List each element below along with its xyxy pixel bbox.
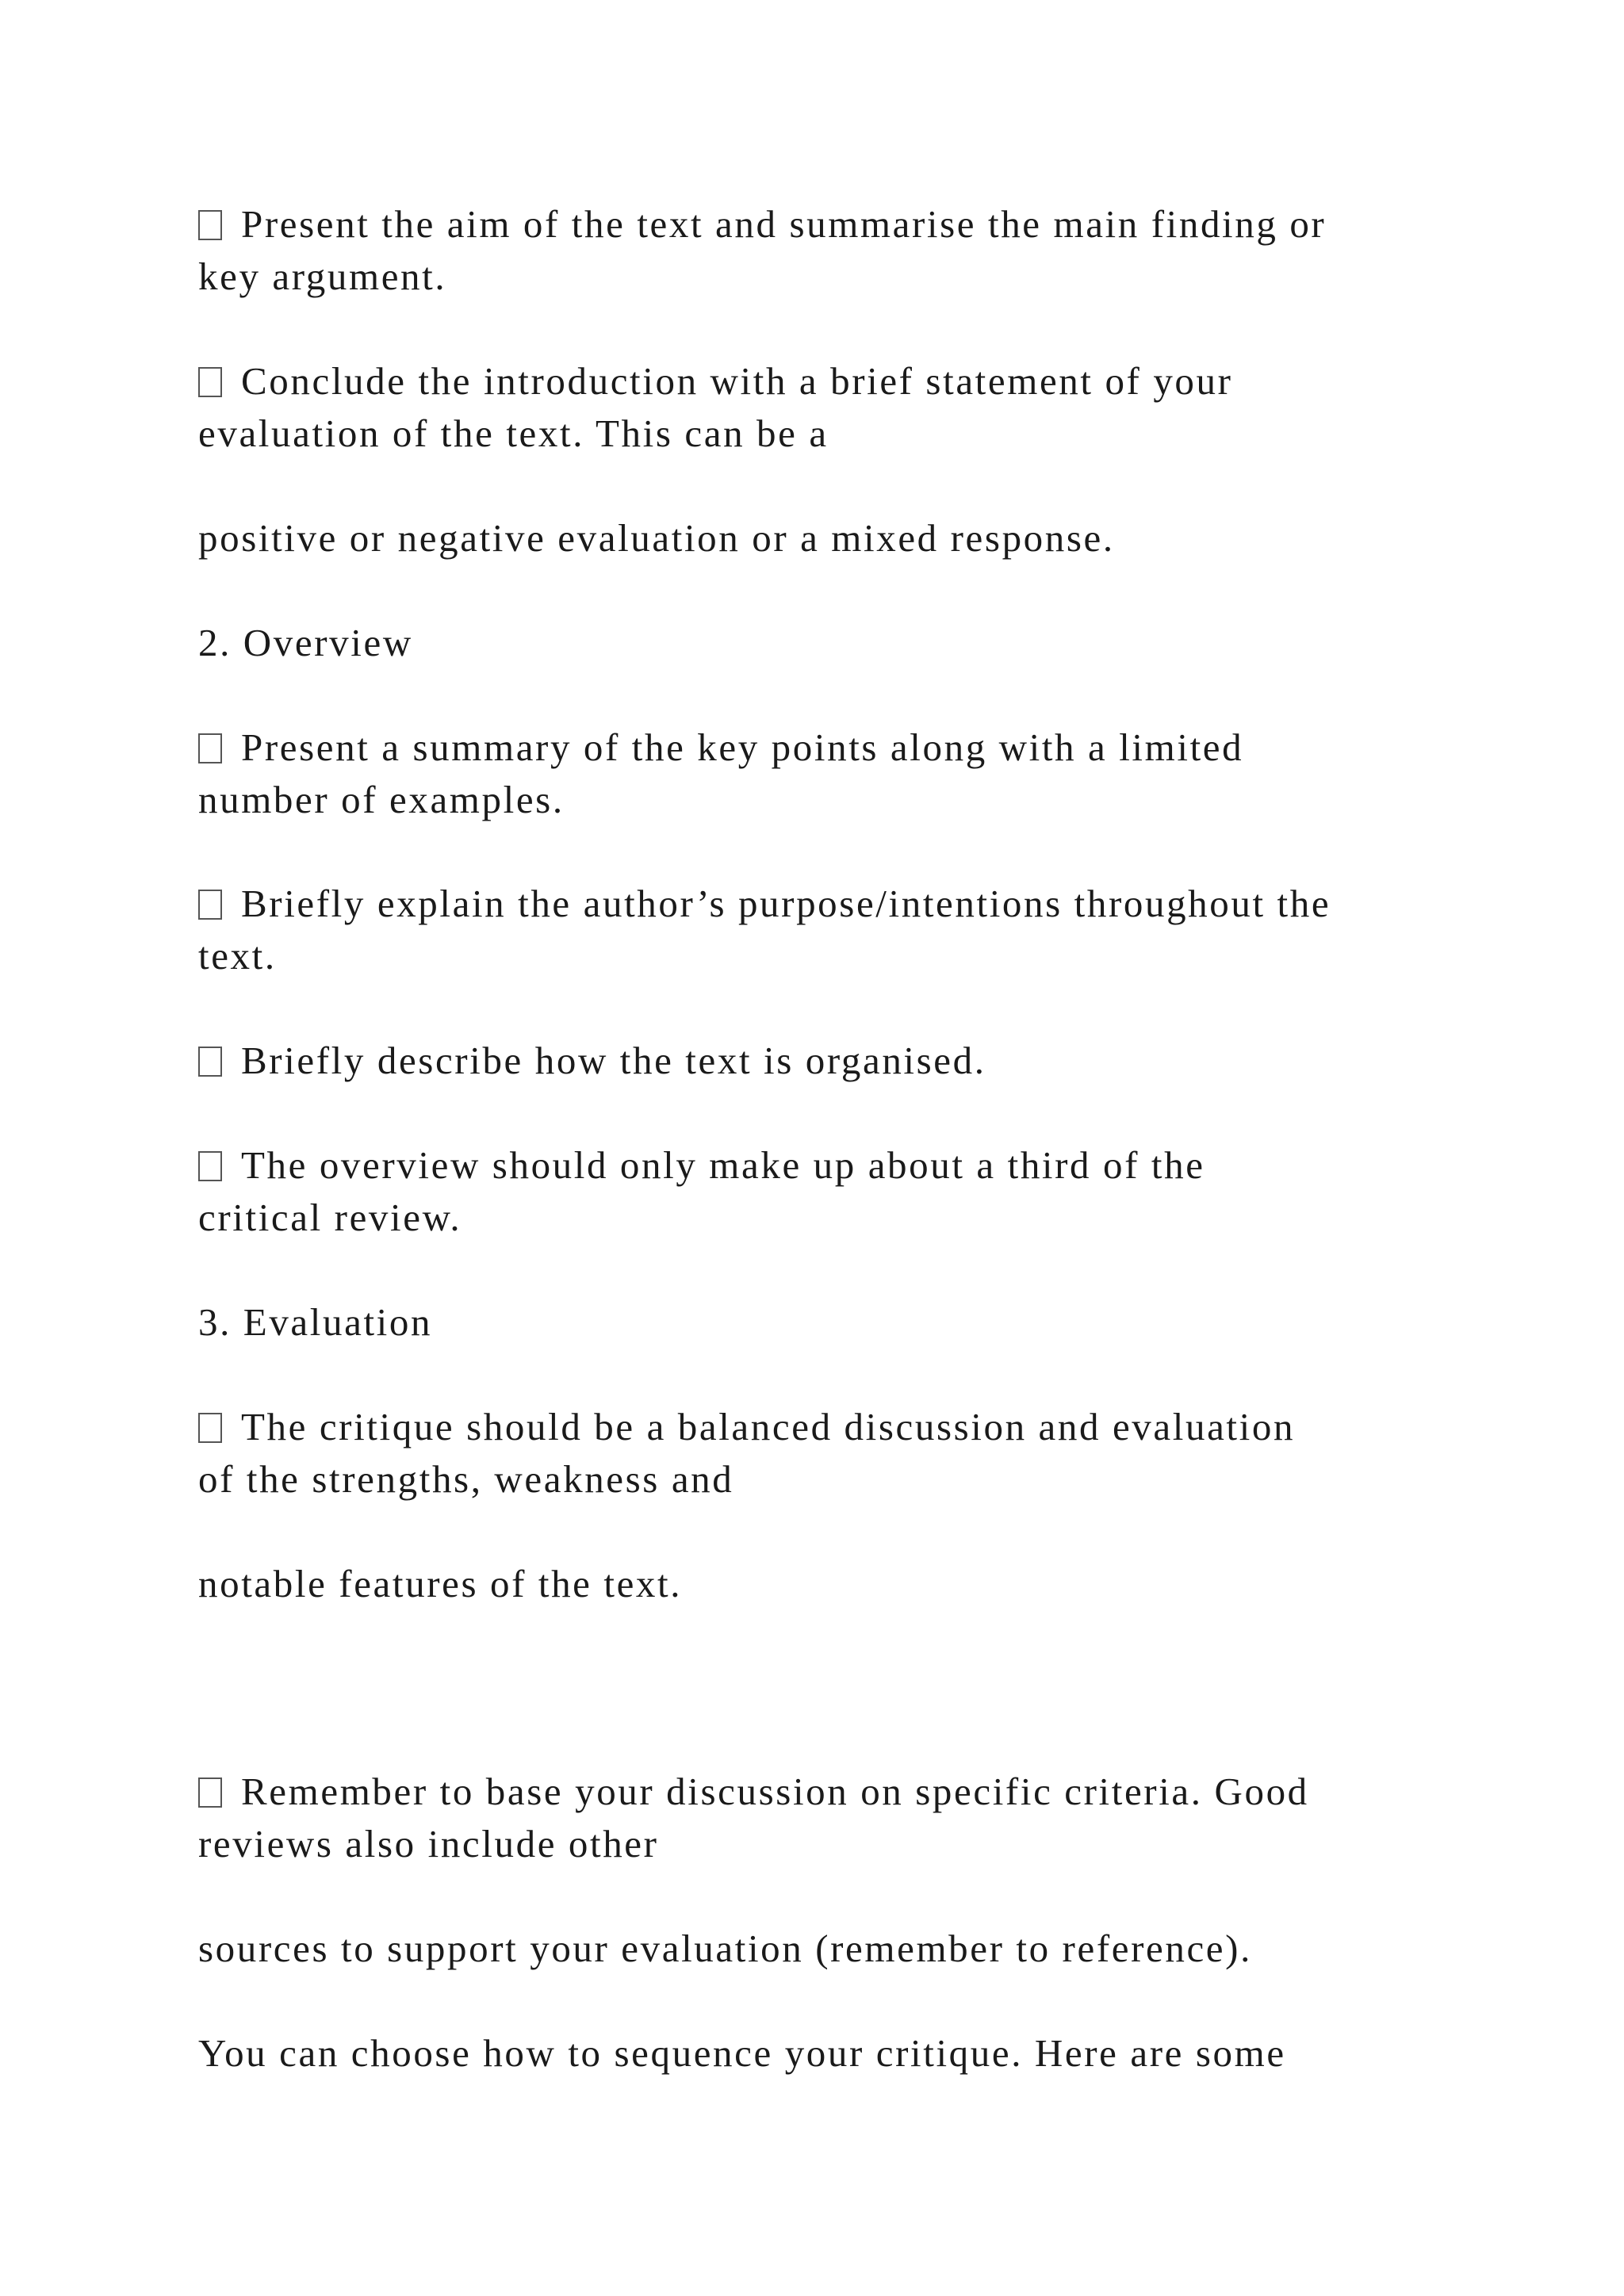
bullet-item-purpose (198, 884, 1331, 923)
bullet-text: Briefly describe how the text is organised. (241, 1039, 986, 1082)
bullet-text-continued: reviews also include other (198, 1822, 659, 1866)
bullet-icon (198, 890, 222, 920)
bullet-text-continued: key argument. (198, 254, 447, 298)
bullet-item-aim (198, 202, 1327, 246)
bullet-icon (198, 210, 222, 240)
bullet-text: Present a summary of the key points along with a limited (241, 725, 1244, 769)
bullet-text: The overview should only make up about a third of the (241, 1143, 1205, 1187)
bullet-icon (198, 1413, 222, 1443)
paragraph-text: You can choose how to sequence your critique. Here are some (198, 2031, 1286, 2075)
bullet-icon (198, 1047, 222, 1077)
bullet-text-continued: critical review. (198, 1196, 462, 1239)
section-heading-evaluation: 3. Evaluation (198, 1300, 433, 1344)
bullet-item-critique (198, 1407, 1295, 1446)
bullet-text: Briefly explain the author’s purpose/intentions throughout the (241, 882, 1331, 925)
bullet-text-continued: number of examples. (198, 778, 565, 821)
bullet-text-continued: evaluation of the text. This can be a (198, 411, 829, 455)
bullet-text-continued: text. (198, 934, 277, 978)
bullet-text: Present the aim of the text and summarise the main finding or (241, 202, 1327, 246)
bullet-text-continued: of the strengths, weakness and (198, 1457, 734, 1501)
bullet-item-criteria (198, 1772, 1309, 1811)
bullet-text: Remember to base your discussion on specific criteria. Good (241, 1770, 1309, 1813)
bullet-item-conclude (198, 359, 1233, 403)
bullet-item-organisation (198, 1041, 986, 1080)
paragraph-text: notable features of the text. (198, 1562, 683, 1605)
paragraph-text: positive or negative evaluation or a mixed response. (198, 516, 1115, 560)
bullet-text: The critique should be a balanced discussion and evaluation (241, 1405, 1296, 1448)
bullet-icon (198, 1777, 222, 1808)
bullet-icon (198, 733, 222, 763)
section-heading-overview: 2. Overview (198, 621, 413, 664)
bullet-item-overview-length (198, 1143, 1205, 1187)
bullet-icon (198, 367, 222, 397)
bullet-icon (198, 1151, 222, 1181)
bullet-text: Conclude the introduction with a brief statement of your (241, 359, 1233, 403)
paragraph-text: sources to support your evaluation (remember to reference). (198, 1927, 1252, 1970)
bullet-item-summary (198, 725, 1244, 769)
